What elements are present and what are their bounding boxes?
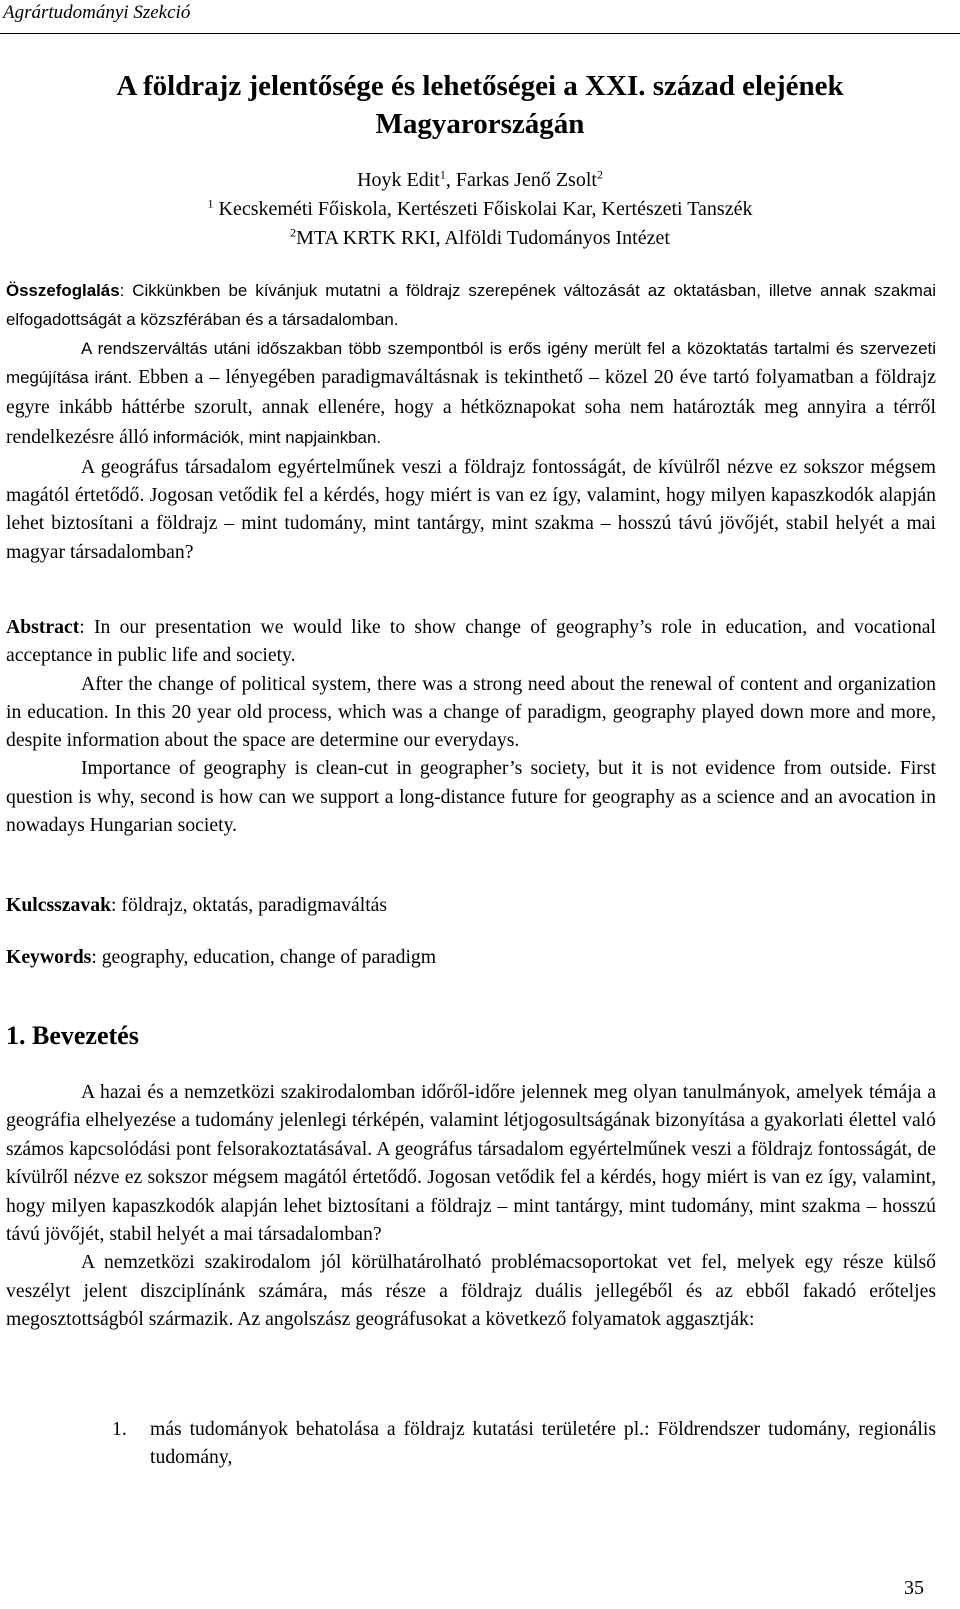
abstract-label: Abstract	[6, 616, 80, 638]
author-line	[0, 167, 960, 193]
summary-hu-p3-a: A geográfus társadalom egyértelműnek veszi a földrajz fontosságát, de kívülről nézve ez sokszor mégsem magától értetődő.	[6, 455, 936, 507]
summary-hu-p2-tail: információk, mint napjainkban.	[152, 427, 382, 447]
author-name-1: Hoyk Edit	[357, 169, 440, 191]
page-number: 35	[904, 1577, 924, 1599]
affiliation-2	[0, 225, 960, 251]
keywords-hu	[6, 891, 387, 919]
author-name-2: Farkas Jenő Zsolt	[455, 169, 597, 191]
keywords-en-text: : geography, education, change of paradigm	[91, 946, 437, 968]
affiliation-2-text: MTA KRTK RKI, Alföldi Tudományos Intézet	[296, 227, 670, 249]
keywords-en	[6, 943, 436, 971]
summary-hu-p2-serif: Ebben a – lényegében paradigmaváltásnak is tekinthető – közel 20 éve tartó folyamatban a földrajz egyre inkább háttérbe szorult, annak ellenére, hogy a hétköznapokat soha nem határozták meg annyira a térről rendelkezésre álló	[6, 366, 936, 448]
summary-hu-p2	[6, 335, 936, 453]
paper-title	[0, 67, 960, 143]
title-line-2: Magyarországán	[375, 108, 585, 140]
list-item-text: más tudományok behatolása a földrajz kutatási területére pl.: Földrendszer tudomány, regionális tudomány,	[150, 1418, 936, 1469]
summary-hu-label: Összefoglalás	[6, 281, 120, 300]
section-heading: 1. Bevezetés	[6, 1021, 139, 1050]
author-sup-2: 2	[596, 167, 603, 182]
title-line-1: A földrajz jelentősége és lehetőségei a XXI. század elejének	[116, 70, 844, 102]
section1-body	[6, 1078, 936, 1334]
running-header: Agrártudományi Szekció	[3, 2, 191, 23]
summary-hu-p2-sans: A rendszerváltás utáni időszakban több szempontból is erős igény merült fel a közoktatás tartalmi és szervezeti megújítása iránt.	[6, 338, 936, 388]
affiliation-1-sup: 1	[207, 196, 214, 211]
list-item	[112, 1415, 936, 1472]
affiliation-1-text: Kecskeméti Főiskola, Kertészeti Főiskolai Kar, Kertészeti Tanszék	[213, 198, 753, 220]
summary-hu-p1-text: : Cikkünkben be kívánjuk mutatni a földrajz szerepének változását az oktatásban, illetve annak szakmai elfogadottságát a közszférában és a társadalomban.	[6, 281, 936, 329]
summary-hu-p3-b: Jogosan vetődik fel a kérdés, hogy miért is van ez így, valamint, hogy milyen kapaszkodók alapján lehet biztosítani a földrajz – mint tudomány, mint tantárgy, mint szakma – hosszú távú jövőjét, stabil helyét a mai magyar társadalomban?	[6, 484, 936, 563]
header-rule	[0, 33, 960, 34]
keywords-hu-label: Kulcsszavak	[6, 894, 112, 916]
abstract-p1-text: : In our presentation we would like to show change of geography’s role in education, and vocational acceptance in public life and society.	[6, 616, 936, 667]
list-item-number: 1.	[112, 1418, 127, 1440]
abstract-p1	[6, 613, 936, 670]
keywords-en-label: Keywords	[6, 946, 92, 968]
summary-hu-p1	[6, 277, 936, 335]
affiliation-2-sup: 2	[290, 225, 297, 240]
section1-p2: A nemzetközi szakirodalom jól körülhatárolható problémacsoportokat vet fel, melyek egy része külső veszélyt jelent diszciplínánk számára, más része a földrajz duális jellegéből és az ebből fakadó erőteljes megosztottságból származik. Az angolszász geográfusokat a következő folyamatok aggasztják:	[6, 1251, 936, 1331]
affiliation-1	[0, 196, 960, 222]
keywords-hu-text: : földrajz, oktatás, paradigmaváltás	[111, 894, 388, 916]
author-sup-1: 1	[439, 167, 446, 182]
abstract-p3: Importance of geography is clean-cut in geographer’s society, but it is not evidence from outside. First question is why, second is how can we support a long-distance future for geography as a science and an avocation in nowadays Hungarian society.	[6, 757, 936, 837]
abstract-p2: After the change of political system, there was a strong need about the renewal of content and organization in education. In this 20 year old process, which was a change of paradigm, geography played down more and more, despite information about the space are determine our everydays.	[6, 672, 936, 752]
summary-hu	[6, 277, 936, 566]
summary-hu-p3	[6, 453, 936, 566]
abstract-en	[6, 613, 936, 839]
section1-p1: A hazai és a nemzetközi szakirodalomban időről-időre jelennek meg olyan tanulmányok, amelyek témája a geográfia elhelyezése a tudomány jelenlegi térképén, valamint létjogosultságának bizonyítása a gyakorlati élettel való számos kapcsolódási pont felsorakoztatásával. A geográfus társadalom egyértelműnek veszi a földrajz fontosságát, de kívülről nézve ez sokszor mégsem magától értetődő. Jogosan vetődik fel a kérdés, hogy miért is van ez így, valamint, hogy milyen kapaszkodók alapján lehet biztosítani a földrajz – mint tantárgy, mint tudomány, mint szakma – hosszú távú jövőjét, stabil helyét a mai társadalomban?	[6, 1081, 936, 1246]
author-sep: ,	[445, 169, 456, 191]
